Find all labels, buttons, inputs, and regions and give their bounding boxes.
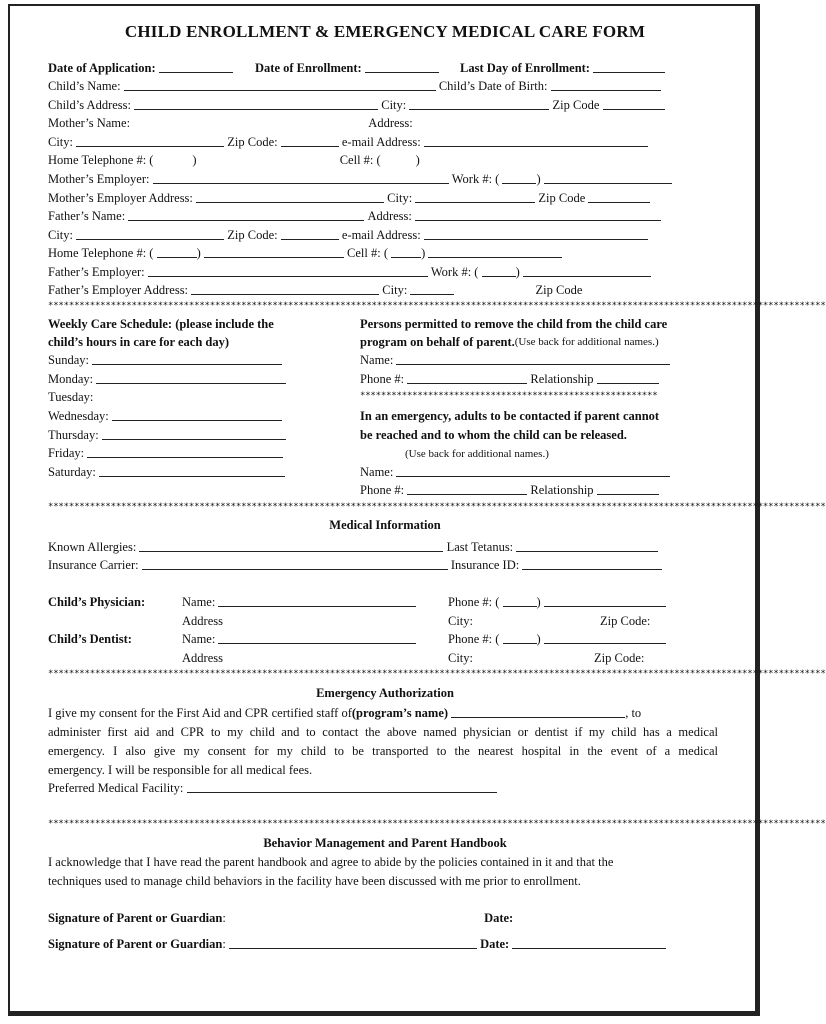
- physician-name-field[interactable]: [218, 595, 416, 607]
- mother-employer-city-field[interactable]: [415, 191, 535, 203]
- mothers-name-row: [48, 115, 413, 131]
- tuesday-hours-field[interactable]: [97, 390, 287, 402]
- signature-field-2[interactable]: [229, 937, 477, 949]
- signature-field-1[interactable]: [229, 911, 481, 923]
- relationship-label: Relationship: [530, 483, 594, 497]
- last-day-field[interactable]: [593, 61, 665, 73]
- city-label: City:: [382, 283, 408, 297]
- father-zip-field[interactable]: [281, 228, 339, 240]
- date-of-application-label: Date of Application:: [48, 61, 156, 75]
- home-tel-label: Home Telephone #: (: [48, 153, 154, 167]
- father-home-area[interactable]: [157, 246, 197, 258]
- dentist-address-label: Address: [182, 651, 223, 665]
- physician-name-row: [182, 594, 416, 610]
- name-label: Name:: [182, 595, 216, 609]
- mothers-employer-address-field[interactable]: [196, 191, 384, 203]
- phone-label: Phone #:: [360, 483, 405, 497]
- signature-label: Signature of Parent or Guardian: [48, 937, 223, 951]
- zip-label: Zip Code:: [227, 135, 278, 149]
- physician-zip-label: Zip Code:: [600, 614, 651, 628]
- insurance-row: [48, 557, 662, 573]
- allergies-label: Known Allergies:: [48, 540, 137, 554]
- work-label: Work #: (: [430, 265, 479, 279]
- mother-work-area[interactable]: [502, 172, 536, 184]
- dentist-phone-field[interactable]: [544, 632, 666, 644]
- fathers-employer-address-row: [48, 282, 582, 298]
- emergency-relationship-field[interactable]: [597, 483, 659, 495]
- physician-address-label: Address: [182, 614, 223, 628]
- city-label: City:: [48, 228, 74, 242]
- emergency-phone-row: [360, 482, 659, 498]
- preferred-facility-row: [48, 780, 497, 796]
- person1-name-field[interactable]: [396, 353, 670, 365]
- name-label: Name:: [182, 632, 216, 646]
- emergency-note: (Use back for additional names.): [405, 448, 549, 460]
- signature-row-1: [48, 910, 513, 926]
- father-cell-area[interactable]: [391, 246, 421, 258]
- fathers-employer-address-label: Father’s Employer Address:: [48, 283, 189, 297]
- day-label: Monday:: [48, 372, 94, 386]
- insurance-id-label: Insurance ID:: [450, 558, 520, 572]
- form-title: CHILD ENROLLMENT & EMERGENCY MEDICAL CARE FORM: [124, 22, 646, 41]
- work-label: Work #: (: [451, 172, 500, 186]
- phone-label: Phone #: (: [448, 632, 500, 646]
- mother-phone-row: [48, 152, 420, 168]
- home-tel-label: Home Telephone #: (: [48, 246, 154, 260]
- childs-dob-label: Child’s Date of Birth:: [438, 79, 548, 93]
- authorization-heading: Emergency Authorization: [316, 686, 454, 700]
- mother-city-field[interactable]: [76, 135, 224, 147]
- fathers-employer-field[interactable]: [148, 265, 428, 277]
- paren: ): [415, 153, 420, 167]
- behavior-heading: Behavior Management and Parent Handbook: [263, 836, 507, 850]
- insurance-id-field[interactable]: [522, 558, 662, 570]
- behavior-line-2: techniques used to manage child behaviors in the facility have been discussed with me prior to enrollment.: [48, 874, 581, 888]
- separator: *****************************************************************************************************************************************************: [48, 669, 826, 679]
- separator: *****************************************************************************************************************************************************: [48, 301, 826, 311]
- dentist-city-label: City:: [448, 651, 474, 665]
- name-label: Name:: [360, 465, 394, 479]
- persons-heading-2: program on behalf of parent.: [360, 335, 515, 349]
- program-name-label: (program’s name): [351, 706, 449, 720]
- father-work-area[interactable]: [482, 265, 516, 277]
- persons-note: (Use back for additional names.): [514, 336, 659, 348]
- mothers-employer-label: Mother’s Employer:: [48, 172, 150, 186]
- zip-label: Zip Code: [538, 191, 586, 205]
- preferred-facility-field[interactable]: [187, 781, 497, 793]
- mothers-name-field[interactable]: [133, 116, 365, 128]
- program-name-field[interactable]: [451, 706, 625, 718]
- fathers-name-row: [48, 208, 661, 224]
- mother-work-field[interactable]: [544, 172, 672, 184]
- mothers-employer-address-row: [48, 190, 650, 206]
- city-label: City:: [381, 98, 407, 112]
- dentist-name-field[interactable]: [218, 632, 416, 644]
- signature-colon: :: [222, 911, 226, 925]
- person1-phone-field[interactable]: [407, 372, 527, 384]
- persons-heading-1: Persons permitted to remove the child from the child care: [360, 317, 668, 331]
- city-label: City:: [387, 191, 413, 205]
- dentist-label: Child’s Dentist:: [48, 632, 132, 646]
- last-day-label: Last Day of Enrollment:: [460, 61, 590, 75]
- childs-address-field[interactable]: [134, 98, 378, 110]
- mothers-employer-address-label: Mother’s Employer Address:: [48, 191, 193, 205]
- last-day-row: [460, 60, 665, 76]
- date-label: Date:: [480, 937, 510, 951]
- persons-name-row: [360, 352, 670, 368]
- schedule-heading-1: Weekly Care Schedule: (please include the: [48, 317, 274, 331]
- paren: ): [536, 632, 541, 646]
- last-tetanus-field[interactable]: [516, 540, 658, 552]
- childs-name-label: Child’s Name:: [48, 79, 121, 93]
- behavior-line-1: I acknowledge that I have read the parent handbook and agree to abide by the policies contained in it and that the: [48, 855, 614, 869]
- insurance-carrier-label: Insurance Carrier:: [48, 558, 139, 572]
- day-label: Saturday:: [48, 465, 96, 479]
- relationship-label: Relationship: [530, 372, 594, 386]
- mothers-name-label: Mother’s Name:: [48, 116, 131, 130]
- cell-label: Cell #: (: [347, 246, 388, 260]
- separator: *****************************************************************************************************************************************************: [48, 819, 826, 829]
- insurance-carrier-field[interactable]: [142, 558, 448, 570]
- father-employer-city-field[interactable]: [410, 283, 454, 295]
- fathers-employer-label: Father’s Employer:: [48, 265, 145, 279]
- dentist-name-row: [182, 631, 416, 647]
- child-city-field[interactable]: [409, 98, 549, 110]
- schedule-row-saturday: [48, 464, 285, 480]
- father-address-label: Address:: [367, 209, 412, 223]
- monday-hours-field[interactable]: [96, 372, 286, 384]
- dentist-phone-row: [448, 631, 666, 647]
- physician-phone-row: [448, 594, 666, 610]
- fathers-name-label: Father’s Name:: [48, 209, 126, 223]
- paren: ): [515, 265, 520, 279]
- paren: ): [536, 595, 541, 609]
- physician-phone-area[interactable]: [503, 595, 537, 607]
- schedule-row-friday: [48, 445, 283, 461]
- preferred-facility-label: Preferred Medical Facility:: [48, 781, 184, 795]
- person1-relationship-field[interactable]: [597, 372, 659, 384]
- persons-heading-2-row: [360, 334, 659, 350]
- mothers-employer-field[interactable]: [153, 172, 449, 184]
- medical-heading: Medical Information: [329, 518, 441, 532]
- signature-label: Signature of Parent or Guardian: [48, 911, 223, 925]
- schedule-row-thursday: [48, 427, 286, 443]
- authorization-line-4: emergency. I will be responsible for all medical fees.: [48, 763, 313, 777]
- date-of-application-row: [48, 60, 233, 76]
- fathers-employer-row: [48, 264, 651, 280]
- saturday-hours-field[interactable]: [99, 465, 285, 477]
- wednesday-hours-field[interactable]: [112, 409, 282, 421]
- childs-address-label: Child’s Address:: [48, 98, 131, 112]
- date-of-enrollment-row: [255, 60, 439, 76]
- email-label: e-mail Address:: [341, 135, 421, 149]
- father-work-field[interactable]: [523, 265, 651, 277]
- schedule-row-monday: [48, 371, 286, 387]
- date-of-enrollment-label: Date of Enrollment:: [255, 61, 362, 75]
- date-of-enrollment-field[interactable]: [365, 61, 439, 73]
- physician-label: Child’s Physician:: [48, 595, 146, 609]
- childs-address-row: [48, 97, 665, 113]
- date-label: Date:: [484, 911, 514, 925]
- mid-separator: *********************************************************: [360, 391, 658, 401]
- city-label: City:: [48, 135, 74, 149]
- phone-label: Phone #: (: [448, 595, 500, 609]
- authorization-text: I give my consent for the First Aid and CPR certified staff of: [48, 706, 352, 720]
- date-of-application-field[interactable]: [159, 61, 233, 73]
- paren: ): [421, 246, 426, 260]
- day-label: Tuesday:: [48, 390, 94, 404]
- fathers-employer-address-field[interactable]: [191, 283, 379, 295]
- authorization-line-2: administer first aid and CPR to my child and to contact the above named physician or dentist if my child has a medical: [48, 725, 718, 739]
- emergency-name-field[interactable]: [396, 465, 670, 477]
- emergency-phone-field[interactable]: [407, 483, 527, 495]
- schedule-row-sunday: [48, 352, 282, 368]
- mother-zip-field[interactable]: [281, 135, 339, 147]
- persons-phone-row: [360, 371, 659, 387]
- physician-phone-field[interactable]: [544, 595, 666, 607]
- physician-city-label: City:: [448, 614, 474, 628]
- allergies-row: [48, 539, 658, 555]
- signature-row-2: [48, 936, 666, 952]
- paren: ): [536, 172, 541, 186]
- mother-address-label: Address:: [368, 116, 413, 130]
- fathers-name-field[interactable]: [128, 209, 364, 221]
- thursday-hours-field[interactable]: [102, 428, 286, 440]
- emergency-heading-1: In an emergency, adults to be contacted if parent cannot: [360, 409, 660, 423]
- schedule-row-wednesday: [48, 408, 282, 424]
- mother-employer-zip-field[interactable]: [588, 191, 650, 203]
- paren: ): [192, 153, 197, 167]
- phone-label: Phone #:: [360, 372, 405, 386]
- day-label: Friday:: [48, 446, 85, 460]
- signature-date-field-2[interactable]: [512, 937, 666, 949]
- authorization-text: , to: [625, 706, 642, 720]
- separator: *****************************************************************************************************************************************************: [48, 502, 826, 512]
- father-address-field[interactable]: [415, 209, 661, 221]
- name-label: Name:: [360, 353, 394, 367]
- childs-name-field[interactable]: [124, 79, 436, 91]
- day-label: Sunday:: [48, 353, 89, 367]
- father-home-field[interactable]: [204, 246, 344, 258]
- mothers-employer-row: [48, 171, 672, 187]
- dentist-phone-area[interactable]: [503, 632, 537, 644]
- zip-label: Zip Code: [535, 283, 583, 297]
- childs-name-row: [48, 78, 661, 94]
- dentist-zip-label: Zip Code:: [594, 651, 645, 665]
- emergency-name-row: [360, 464, 670, 480]
- allergies-field[interactable]: [139, 540, 443, 552]
- authorization-line-1: [48, 705, 641, 721]
- father-email-field[interactable]: [424, 228, 648, 240]
- schedule-heading-2: child’s hours in care for each day): [48, 335, 230, 349]
- sunday-hours-field[interactable]: [92, 353, 282, 365]
- day-label: Wednesday:: [48, 409, 109, 423]
- email-label: e-mail Address:: [341, 228, 421, 242]
- zip-label: Zip Code: [552, 98, 600, 112]
- childs-dob-field[interactable]: [551, 79, 661, 91]
- signature-colon: :: [222, 937, 226, 951]
- father-phone-row: [48, 245, 562, 261]
- father-city-row: [48, 227, 648, 243]
- zip-label: Zip Code:: [227, 228, 278, 242]
- father-cell-field[interactable]: [428, 246, 562, 258]
- mother-city-row: [48, 134, 648, 150]
- mother-email-field[interactable]: [424, 135, 648, 147]
- cell-label: Cell #: (: [339, 153, 381, 167]
- schedule-row-tuesday: [48, 389, 287, 405]
- emergency-heading-2: be reached and to whom the child can be released.: [360, 428, 627, 442]
- father-city-field[interactable]: [76, 228, 224, 240]
- paren: ): [196, 246, 201, 260]
- friday-hours-field[interactable]: [87, 446, 283, 458]
- authorization-line-3: emergency. I also give my consent for my child to be transported to the nearest hospital in the event of a medical: [48, 744, 718, 758]
- day-label: Thursday:: [48, 428, 99, 442]
- child-zip-field[interactable]: [603, 98, 665, 110]
- last-tetanus-label: Last Tetanus:: [446, 540, 514, 554]
